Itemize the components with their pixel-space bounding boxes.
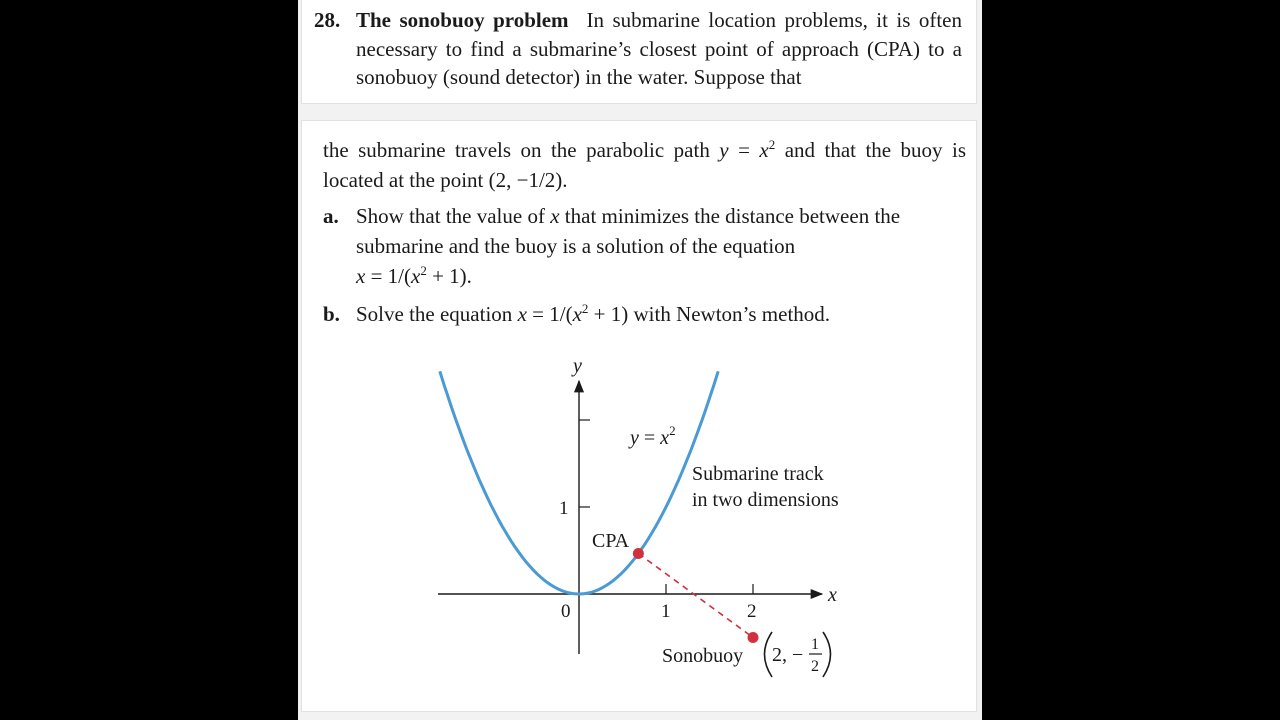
part-b-eq-exp: 2 [581,301,589,316]
y-tick-label-1: 1 [559,498,569,519]
point-label-start: 2, − [772,644,804,666]
problem-intro-text: In submarine location problems, it is often necessary to find a submarine’s closest point of approach (CPA) to a sonobuoy (sound detector) in the water. Suppose that [356,8,963,89]
part-a-eq-mid: = 1/( [365,264,411,288]
part-a-eq-end: + 1). [426,264,472,288]
problem-intro [314,6,962,92]
eq-exponent: 2 [768,137,776,152]
sonobuoy-point [748,632,759,643]
textbook-page [298,0,982,720]
curve-label: $y = x^2$ [630,423,676,449]
problem-number: 28. [314,8,341,32]
eq-var-y: y [719,138,729,162]
part-a-eq-x: x [356,264,366,288]
problem-intro-card [302,0,976,103]
sonobuoy-figure [302,121,976,711]
part-a-var: x [550,204,560,228]
right-paren [823,632,831,677]
part-a-eq-x2: x [411,264,421,288]
continuation-text-2: and that the buoy is located at the point (2, −1/2). [323,138,967,192]
part-a-text-2: that minimizes the distance between the submarine and the buoy is a solution of the equation [356,204,901,258]
y-axis-label: y [573,355,582,377]
track-label-line1: Submarine track [692,463,824,485]
part-a-text-1: Show that the value of [356,204,545,228]
origin-label: 0 [561,601,571,622]
continuation-text-1: the submarine travels on the parabolic path [323,138,710,162]
eq-var-x: x [759,138,769,162]
part-b-eq-mid: = 1/( [526,302,573,326]
eq-equals: = [728,138,760,162]
problem-body-card [302,121,976,711]
x-tick-label-1: 1 [661,601,671,622]
cpa-point [633,548,644,559]
part-a-eq-exp: 2 [420,263,427,278]
x-axis-label: x [828,584,837,606]
x-tick-label-2: 2 [747,601,757,622]
part-b-eq-end: + 1) [588,302,629,326]
part-a-label: a. [323,204,339,228]
sonobuoy-label: Sonobuoy [662,645,744,667]
part-b-eq-x: x [517,302,527,326]
part-b-text-1: Solve the equation [356,302,513,326]
left-paren [765,632,773,677]
frac-numerator: 1 [811,636,819,653]
part-b-eq-x2: x [572,302,582,326]
part-b-text-2: with Newton’s method. [633,302,831,326]
cpa-label: CPA [592,530,630,552]
buoy-coordinate-label [765,632,831,677]
problem-title: The sonobuoy problem [356,8,569,32]
part-b-label: b. [323,302,340,326]
track-label-line2: in two dimensions [692,489,839,511]
frac-denominator: 2 [811,658,819,675]
cpa-distance-line [638,554,753,638]
